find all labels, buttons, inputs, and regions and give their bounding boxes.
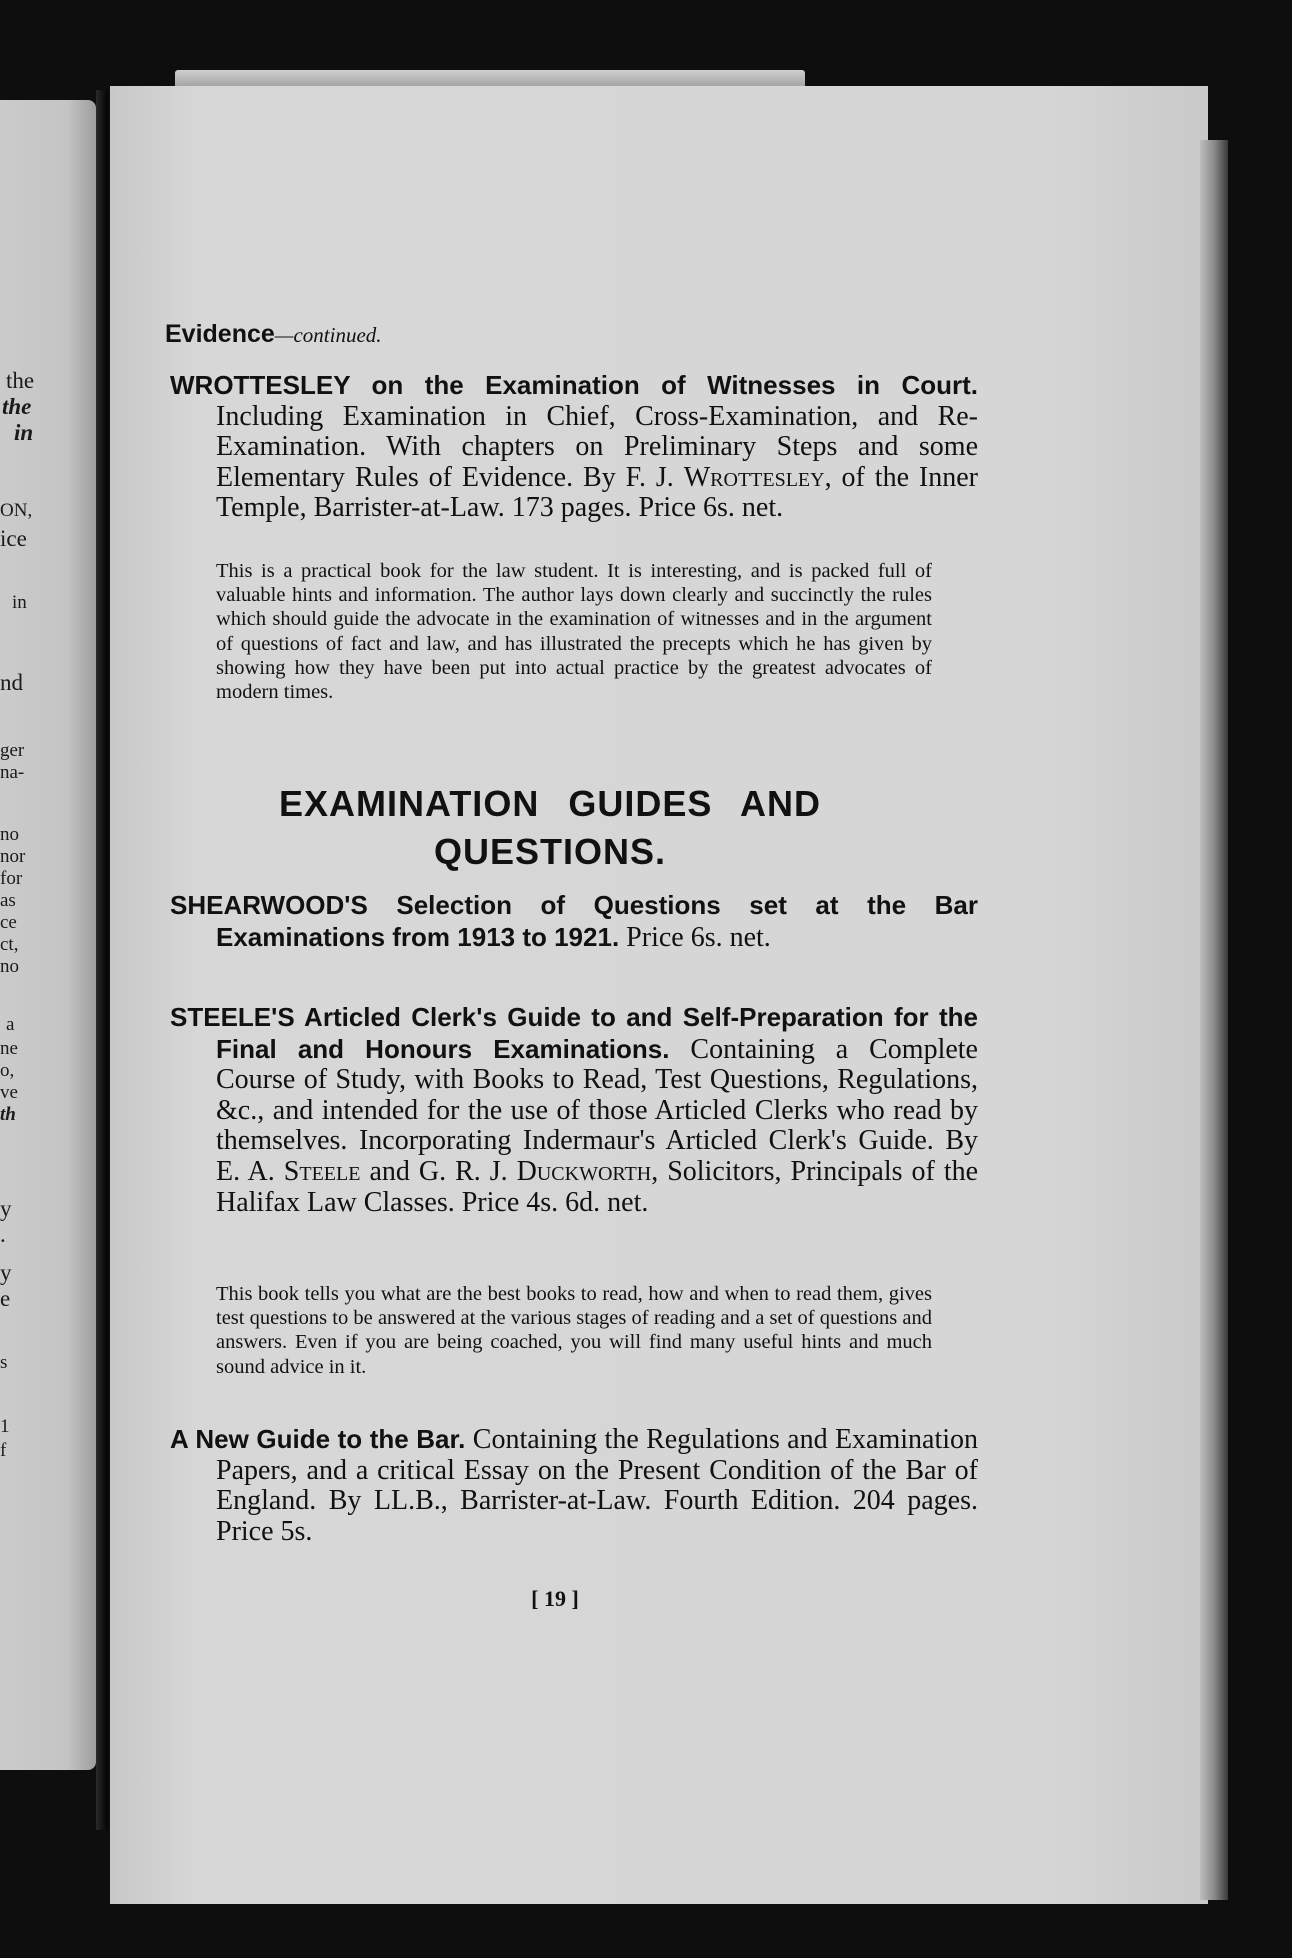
- left-fragment: nor: [0, 846, 26, 867]
- running-head: [165, 320, 382, 349]
- section-heading-line: QUESTIONS.: [433, 831, 667, 872]
- entry-title: SHEARWOOD'S Selection of Questions set at the Bar Examinations from 1913 to 1921.: [170, 890, 978, 952]
- entry-description: Including Examination in Chief, Cross-Examination, and Re-Examination. With chapters on Preliminary Steps and some Elementary Rules of Evidence. By F. J.: [216, 400, 978, 493]
- entry-description: Containing a Complete Course of Study, with Books to Read, Test Questions, Regulations, &c., and intended for the use of those Articled Clerks who read by themselves. Incorporating Indermaur's Articled Clerk's Guide. By E. A.: [216, 1033, 978, 1187]
- left-fragment: 1: [0, 1416, 10, 1437]
- entry-author: Duckworth: [516, 1155, 652, 1187]
- entry-title: WROTTESLEY on the Examination of Witnesses in Court.: [170, 370, 978, 400]
- section-heading-line: EXAMINATION GUIDES AND: [278, 783, 821, 824]
- left-fragment: as: [0, 890, 16, 911]
- entry-author: Steele: [283, 1155, 361, 1187]
- left-fragment: o,: [0, 1060, 15, 1081]
- left-fragment: y: [0, 1196, 12, 1221]
- left-fragment: ice: [0, 526, 27, 551]
- entry-description: and G. R. J.: [369, 1155, 508, 1187]
- entry-title: STEELE'S Articled Clerk's Guide to and Self-Preparation for the Final and Honours Examinations.: [170, 1002, 978, 1064]
- left-fragment: in: [14, 420, 34, 445]
- left-fragment: e: [0, 1286, 11, 1311]
- entry-shearwood: [170, 890, 978, 953]
- entry-steele: [170, 1002, 978, 1218]
- left-fragment: in: [12, 592, 27, 613]
- left-fragment: a: [6, 1014, 15, 1035]
- left-fragment: ct,: [0, 934, 19, 955]
- entry-description: Price 6s. net.: [626, 921, 771, 953]
- left-fragment: the: [2, 394, 32, 419]
- page-number: [ 19 ]: [531, 1586, 579, 1611]
- running-head-continued: —continued.: [274, 323, 382, 347]
- entry-note: This book tells you what are the best books to read, how and when to read them, gives test questions to be answered at the various stages of reading and a set of questions and answers. Even if you are being coached, you will find many useful hints and much sound advice in it.: [216, 1283, 932, 1378]
- entry-description: , of the Inner Temple, Barrister-at-Law. 173 pages. Price 6s. net.: [216, 461, 979, 524]
- entry-note: This is a practical book for the law student. It is interesting, and is packed full of valuable hints and information. The author lays down clearly and succinctly the rules which should guide the advocate in the examination of witnesses and in the argument of questions of fact and law, and has illustrated the precepts which he has given by showing how they have been put into actual practice by the greatest advocates of modern times.: [216, 560, 932, 704]
- section-heading: [200, 780, 900, 876]
- left-fragment: ve: [0, 1082, 18, 1103]
- left-fragment: ON,: [0, 500, 33, 521]
- entry-title: A New Guide to the Bar.: [170, 1424, 466, 1454]
- left-fragment: na-: [0, 762, 25, 783]
- entry-description: , Solicitors, Principals of the Halifax Law Classes. Price 4s. 6d. net.: [216, 1155, 979, 1218]
- left-fragment: .: [0, 1222, 6, 1247]
- left-fragment: for: [0, 868, 23, 889]
- entry-new-guide: [170, 1424, 978, 1547]
- left-fragment: th: [0, 1104, 16, 1125]
- entry-description: Containing the Regulations and Examination Papers, and a critical Essay on the Present Condition of the Bar of England. By LL.B., Barrister-at-Law. Fourth Edition. 204 pages. Price 5s.: [216, 1424, 979, 1547]
- entry-author: Wrottesley: [683, 461, 825, 493]
- left-fragment: y: [0, 1260, 12, 1285]
- left-fragment: the: [6, 368, 35, 393]
- left-fragment: ne: [0, 1038, 18, 1059]
- entry-wrottesley: [170, 370, 978, 524]
- left-fragment: s: [0, 1352, 8, 1373]
- left-fragment: nd: [0, 670, 23, 695]
- left-fragment: f: [0, 1440, 7, 1461]
- left-fragment: ce: [0, 912, 17, 933]
- left-fragment: no: [0, 824, 19, 845]
- left-fragment: ger: [0, 740, 25, 761]
- left-fragment: no: [0, 956, 19, 977]
- running-head-label: Evidence: [165, 320, 275, 348]
